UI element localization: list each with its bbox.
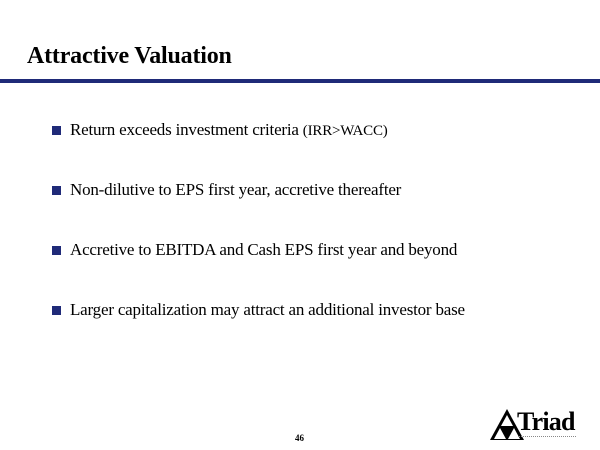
page-number: 46 xyxy=(295,433,304,443)
bullet-text xyxy=(70,120,388,141)
bullet-item xyxy=(52,120,388,140)
bullet-text: Accretive to EBITDA and Cash EPS first year and beyond xyxy=(70,240,458,259)
bullet-item xyxy=(52,300,465,320)
logo-wordmark: Triad xyxy=(517,407,575,436)
square-bullet-icon xyxy=(52,186,61,195)
bullet-item xyxy=(52,180,401,200)
title-divider xyxy=(0,79,600,83)
slide-title: Attractive Valuation xyxy=(27,43,232,69)
bullet-text: Larger capitalization may attract an additional investor base xyxy=(70,300,465,319)
triad-logo xyxy=(490,409,580,441)
square-bullet-icon xyxy=(52,246,61,255)
logo-subline xyxy=(518,436,576,439)
bullet-parenthetical: (IRR>WACC) xyxy=(302,122,388,139)
bullet-item xyxy=(52,240,457,260)
square-bullet-icon xyxy=(52,126,61,135)
bullet-main-text: Return exceeds investment criteria xyxy=(70,119,303,139)
square-bullet-icon xyxy=(52,306,61,315)
bullet-text: Non-dilutive to EPS first year, accretive thereafter xyxy=(70,180,402,199)
